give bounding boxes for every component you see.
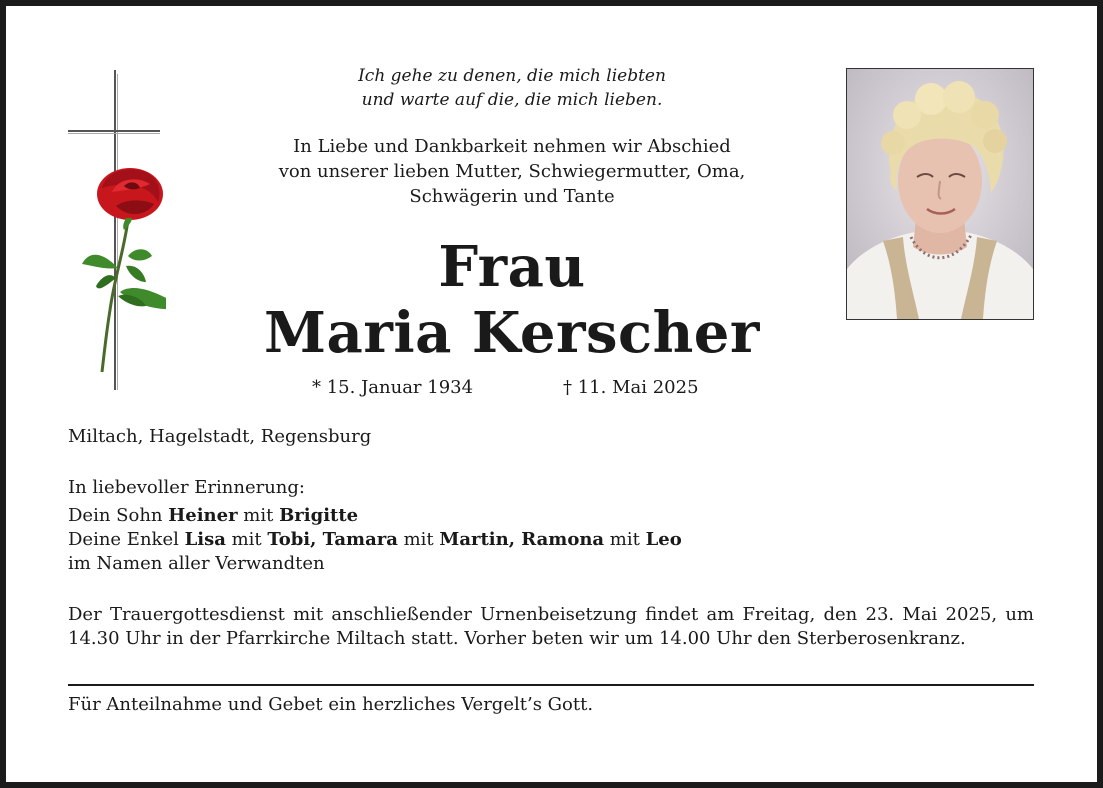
cross-with-rose-icon — [66, 70, 166, 392]
family-list — [68, 504, 1034, 576]
deceased-name-block — [230, 234, 794, 366]
death-date: † 11. Mai 2025 — [563, 377, 699, 398]
verse-line: und warte auf die, die mich lieben. — [361, 90, 663, 110]
family-member-name: Heiner — [168, 505, 238, 526]
family-member-name: Martin, Ramona — [439, 529, 605, 550]
family-text: mit — [397, 529, 440, 550]
intro-line: Schwägerin und Tante — [409, 186, 615, 207]
birth-date: * 15. Januar 1934 — [312, 377, 474, 398]
memory-label: In liebevoller Erinnerung: — [68, 477, 305, 498]
family-member-name: Brigitte — [279, 505, 359, 526]
family-line-son — [68, 504, 1034, 528]
family-line-relatives: im Namen aller Verwandten — [68, 553, 325, 574]
deceased-name: Maria Kerscher — [264, 300, 760, 366]
closing-text: Für Anteilnahme und Gebet ein herzliches Vergelt’s Gott. — [68, 694, 594, 715]
places: Miltach, Hagelstadt, Regensburg — [68, 426, 372, 447]
funeral-service-info: Der Trauergottesdienst mit anschließender Urnenbeisetzung findet am Freitag, den 23. Mai 2025, um 14.30 Uhr in der Pfarrkirche Miltach statt. Vorher beten wir um 14.00 Uhr den Sterberosenkranz. — [68, 604, 1034, 649]
divider — [68, 684, 1034, 686]
family-text: mit — [225, 529, 268, 550]
salutation: Frau — [438, 234, 586, 300]
verse-line: Ich gehe zu denen, die mich liebten — [358, 66, 666, 86]
family-text: Deine Enkel — [68, 529, 185, 550]
intro-line: In Liebe und Dankbarkeit nehmen wir Abschied — [293, 136, 731, 157]
family-text: mit — [237, 505, 280, 526]
family-member-name: Tobi, Tamara — [267, 529, 398, 550]
family-member-name: Lisa — [184, 529, 226, 550]
family-member-name: Leo — [645, 529, 682, 550]
portrait-photo — [846, 68, 1034, 320]
intro-line: von unserer lieben Mutter, Schwiegermutter, Oma, — [278, 161, 746, 182]
intro-text — [230, 134, 794, 209]
family-line-grandchildren — [68, 528, 1034, 552]
family-text: Dein Sohn — [68, 505, 169, 526]
family-text: mit — [604, 529, 646, 550]
verse — [260, 64, 764, 112]
